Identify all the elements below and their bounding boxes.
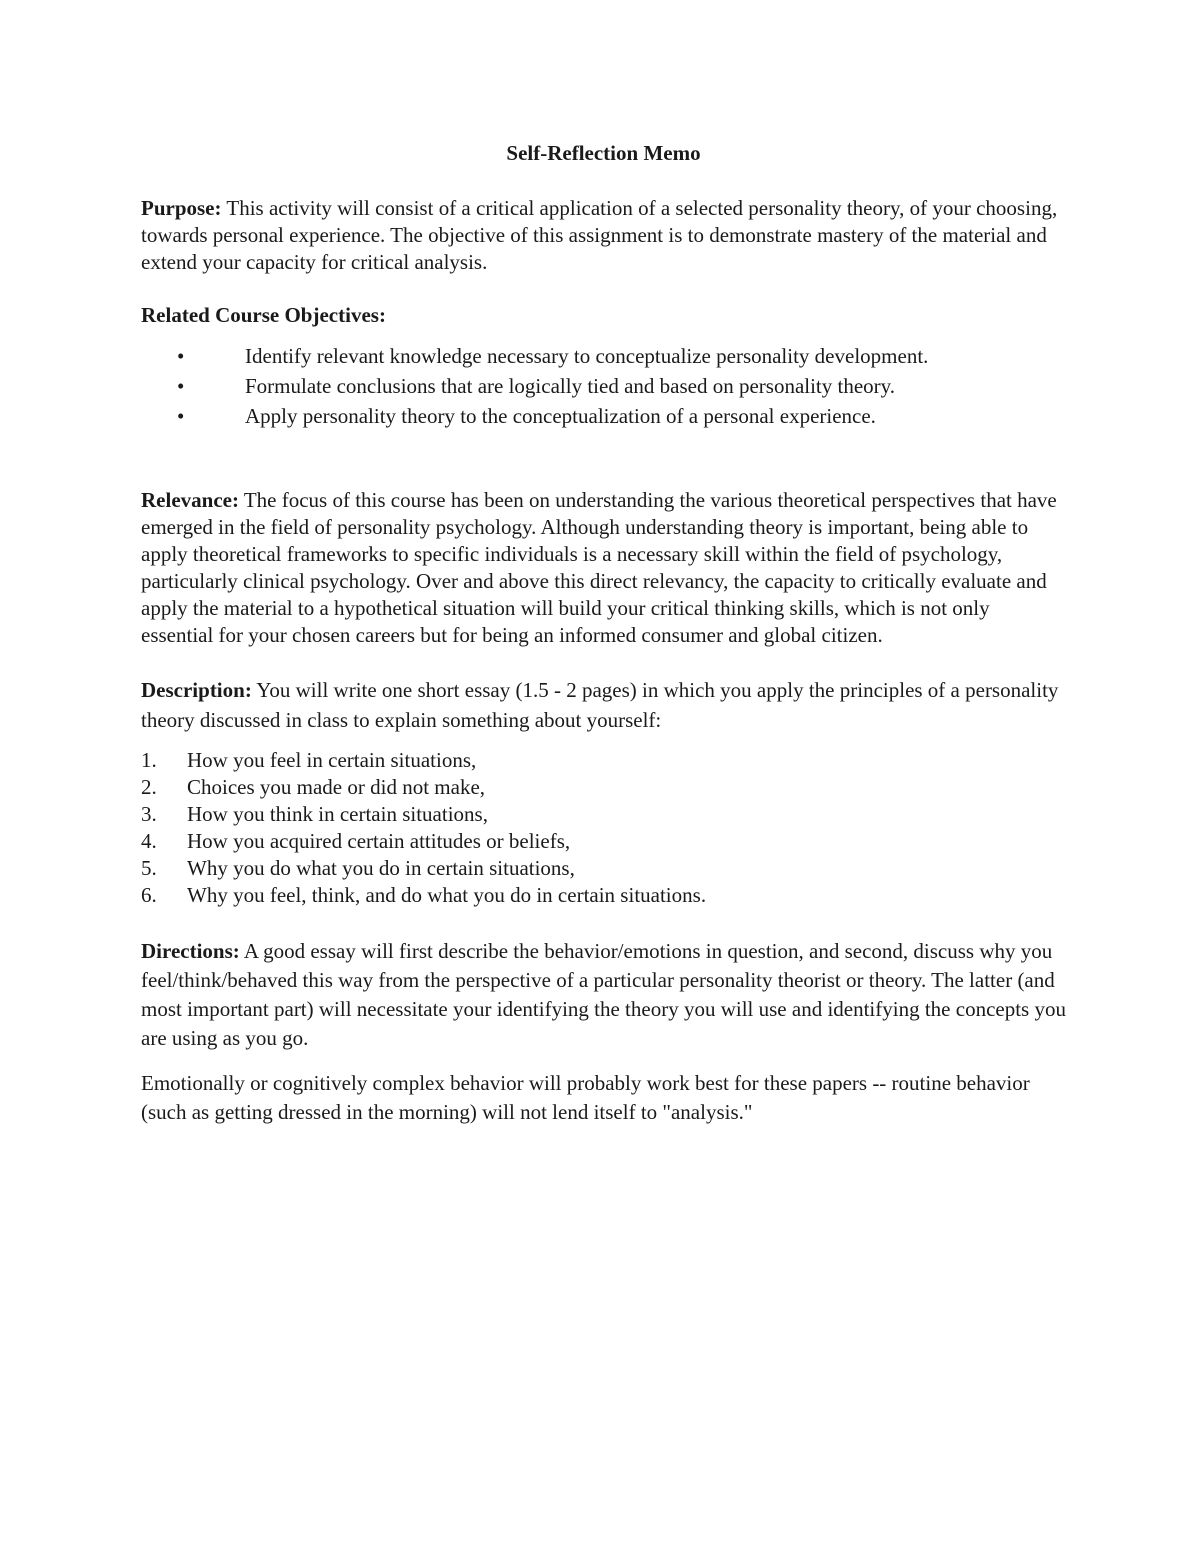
list-item xyxy=(141,882,1066,909)
list-number: 2. xyxy=(141,775,157,799)
list-item xyxy=(141,801,1066,828)
description-text: You will write one short essay (1.5 - 2 pages) in which you apply the principles of a personality theory discussed in class to explain something about yourself: xyxy=(141,678,1059,732)
directions-text: A good essay will first describe the behavior/emotions in question, and second, discuss why you feel/think/behaved this way from the perspective of a particular personality theorist or theory. The latter (and most important part) will necessitate your identifying the theory you will use and identifying the concepts you are using as you go. xyxy=(141,939,1066,1050)
bullet-icon: • xyxy=(177,404,185,428)
list-item xyxy=(141,855,1066,882)
list-item xyxy=(141,774,1066,801)
description-label: Description: xyxy=(141,678,252,702)
purpose-label: Purpose: xyxy=(141,196,222,220)
relevance-label: Relevance: xyxy=(141,488,239,512)
purpose-paragraph xyxy=(141,195,1066,276)
list-item-text: Why you do what you do in certain situations, xyxy=(187,856,575,880)
list-item xyxy=(141,828,1066,855)
list-number: 3. xyxy=(141,802,157,826)
relevance-paragraph xyxy=(141,487,1066,649)
list-item-text: How you acquired certain attitudes or beliefs, xyxy=(187,829,571,853)
bullet-icon: • xyxy=(177,374,185,398)
list-number: 6. xyxy=(141,883,157,907)
list-item-text: How you think in certain situations, xyxy=(187,802,488,826)
relevance-text: The focus of this course has been on understanding the various theoretical perspectives that have emerged in the field of personality psychology. Although understanding theory is important, being able to apply theoretical frameworks to specific individuals is a necessary skill within the field of psychology, particularly clinical psychology. Over and above this direct relevancy, the capacity to critically evaluate and apply the material to a hypothetical situation will build your critical thinking skills, which is not only essential for your chosen careers but for being an informed consumer and global citizen. xyxy=(141,488,1057,647)
objectives-heading: Related Course Objectives: xyxy=(141,303,386,327)
bullet-icon: • xyxy=(177,344,185,368)
document-title: Self-Reflection Memo xyxy=(506,141,701,165)
objective-text: Apply personality theory to the conceptualization of a personal experience. xyxy=(245,404,876,428)
list-item xyxy=(141,341,1066,371)
list-number: 5. xyxy=(141,856,157,880)
description-paragraph xyxy=(141,675,1066,735)
objectives-list xyxy=(141,341,1066,431)
closing-paragraph: Emotionally or cognitively complex behavior will probably work best for these papers -- routine behavior (such as getting dressed in the morning) will not lend itself to "analysis." xyxy=(141,1071,1030,1124)
list-item-text: Why you feel, think, and do what you do in certain situations. xyxy=(187,883,707,907)
list-number: 1. xyxy=(141,748,157,772)
list-item xyxy=(141,371,1066,401)
directions-paragraph xyxy=(141,937,1066,1053)
list-item xyxy=(141,401,1066,431)
directions-label: Directions: xyxy=(141,939,240,963)
objective-text: Identify relevant knowledge necessary to conceptualize personality development. xyxy=(245,344,929,368)
objective-text: Formulate conclusions that are logically tied and based on personality theory. xyxy=(245,374,896,398)
list-item-text: Choices you made or did not make, xyxy=(187,775,486,799)
description-list xyxy=(141,747,1066,909)
list-item-text: How you feel in certain situations, xyxy=(187,748,477,772)
list-number: 4. xyxy=(141,829,157,853)
purpose-text: This activity will consist of a critical application of a selected personality theory, of your choosing, towards personal experience. The objective of this assignment is to demonstrate mastery of the material and extend your capacity for critical analysis. xyxy=(141,196,1058,274)
document-page xyxy=(141,140,1066,1127)
list-item xyxy=(141,747,1066,774)
